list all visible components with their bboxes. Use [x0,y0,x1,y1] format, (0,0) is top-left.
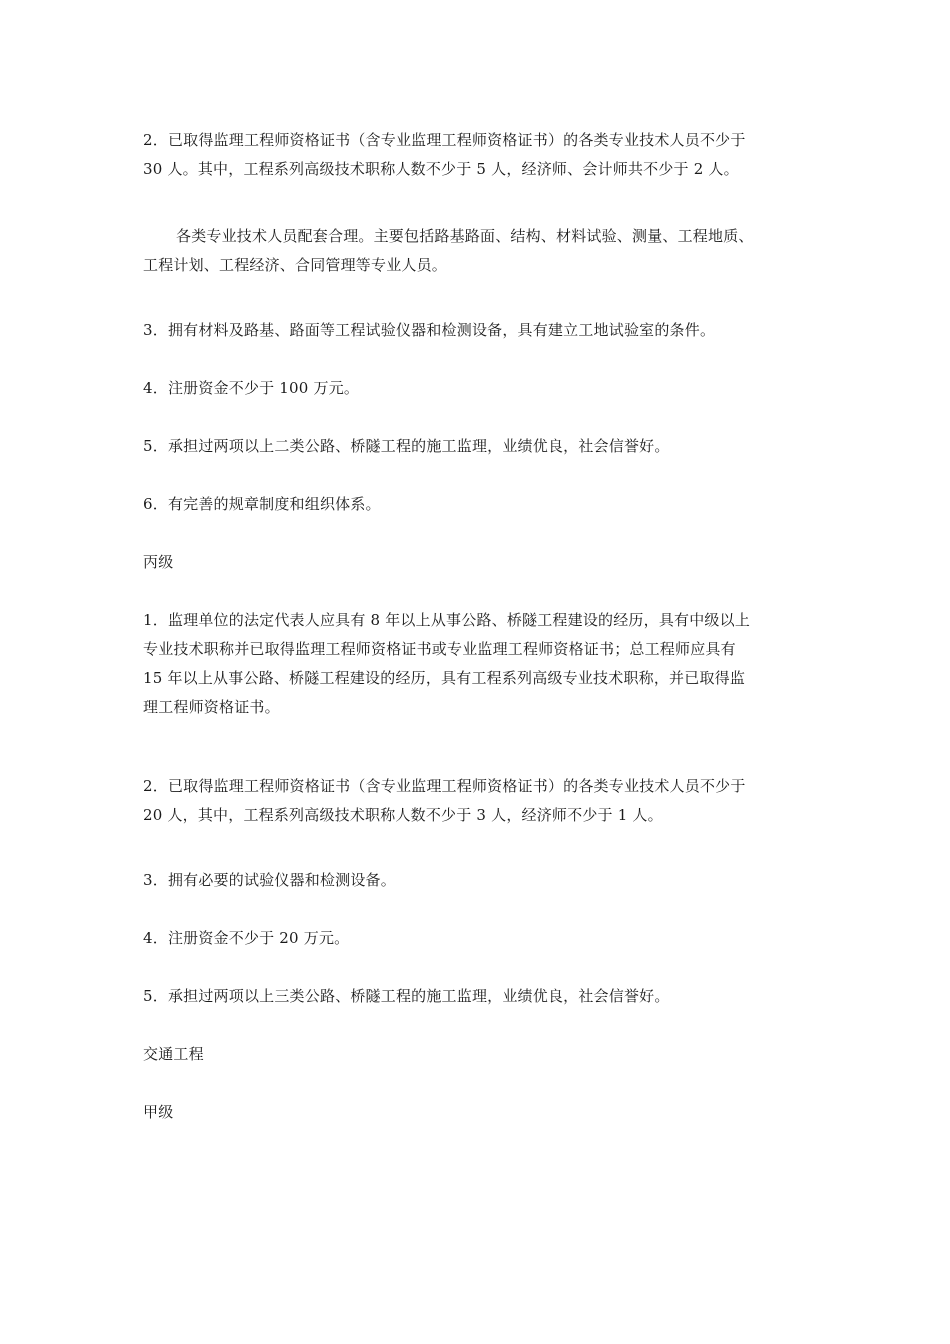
text-line: 各类专业技术人员配套合理。主要包括路基路面、结构、材料试验、测量、工程地质、 [176,227,754,245]
text-line: 甲级 [143,1103,174,1121]
text-line: 6．有完善的规章制度和组织体系。 [143,495,381,513]
paragraph-b-3-equipment [143,316,811,345]
paragraph-c-5-performance [143,982,811,1011]
paragraph-b-staff-composition [143,222,811,280]
heading-grade-a [143,1098,811,1127]
paragraph-b-5-performance [143,432,811,461]
paragraph-c-3-equipment [143,866,811,895]
paragraph-b-2-staff [143,126,811,184]
text-line: 2．已取得监理工程师资格证书（含专业监理工程师资格证书）的各类专业技术人员不少于 [143,131,746,149]
text-line: 2．已取得监理工程师资格证书（含专业监理工程师资格证书）的各类专业技术人员不少于 [143,777,746,795]
paragraph-c-2-staff [143,772,811,830]
paragraph-b-6-system [143,490,811,519]
paragraph-b-4-capital [143,374,811,403]
text-line: 交通工程 [143,1045,204,1063]
text-line: 5．承担过两项以上三类公路、桥隧工程的施工监理，业绩优良，社会信誉好。 [143,987,670,1005]
text-line: 20 人，其中，工程系列高级技术职称人数不少于 3 人，经济师不少于 1 人。 [143,806,663,824]
text-line: 4．注册资金不少于 20 万元。 [143,929,350,947]
heading-traffic-engineering [143,1040,811,1069]
text-line: 3．拥有必要的试验仪器和检测设备。 [143,871,396,889]
text-line: 4．注册资金不少于 100 万元。 [143,379,360,397]
text-line: 专业技术职称并已取得监理工程师资格证书或专业监理工程师资格证书；总工程师应具有 [143,640,736,658]
text-line: 30 人。其中，工程系列高级技术职称人数不少于 5 人，经济师、会计师共不少于 2 人。 [143,160,739,178]
text-line: 3．拥有材料及路基、路面等工程试验仪器和检测设备，具有建立工地试验室的条件。 [143,321,716,339]
text-line: 理工程师资格证书。 [143,698,280,716]
text-line: 5．承担过两项以上二类公路、桥隧工程的施工监理，业绩优良，社会信誉好。 [143,437,670,455]
paragraph-c-4-capital [143,924,811,953]
text-line: 工程计划、工程经济、合同管理等专业人员。 [143,256,448,274]
paragraph-c-1-representative [143,606,811,722]
heading-grade-c [143,548,811,577]
text-line: 15 年以上从事公路、桥隧工程建设的经历，具有工程系列高级专业技术职称，并已取得监 [143,669,746,687]
text-line: 1．监理单位的法定代表人应具有 8 年以上从事公路、桥隧工程建设的经历，具有中级以上 [143,611,751,629]
text-line: 丙级 [143,553,174,571]
